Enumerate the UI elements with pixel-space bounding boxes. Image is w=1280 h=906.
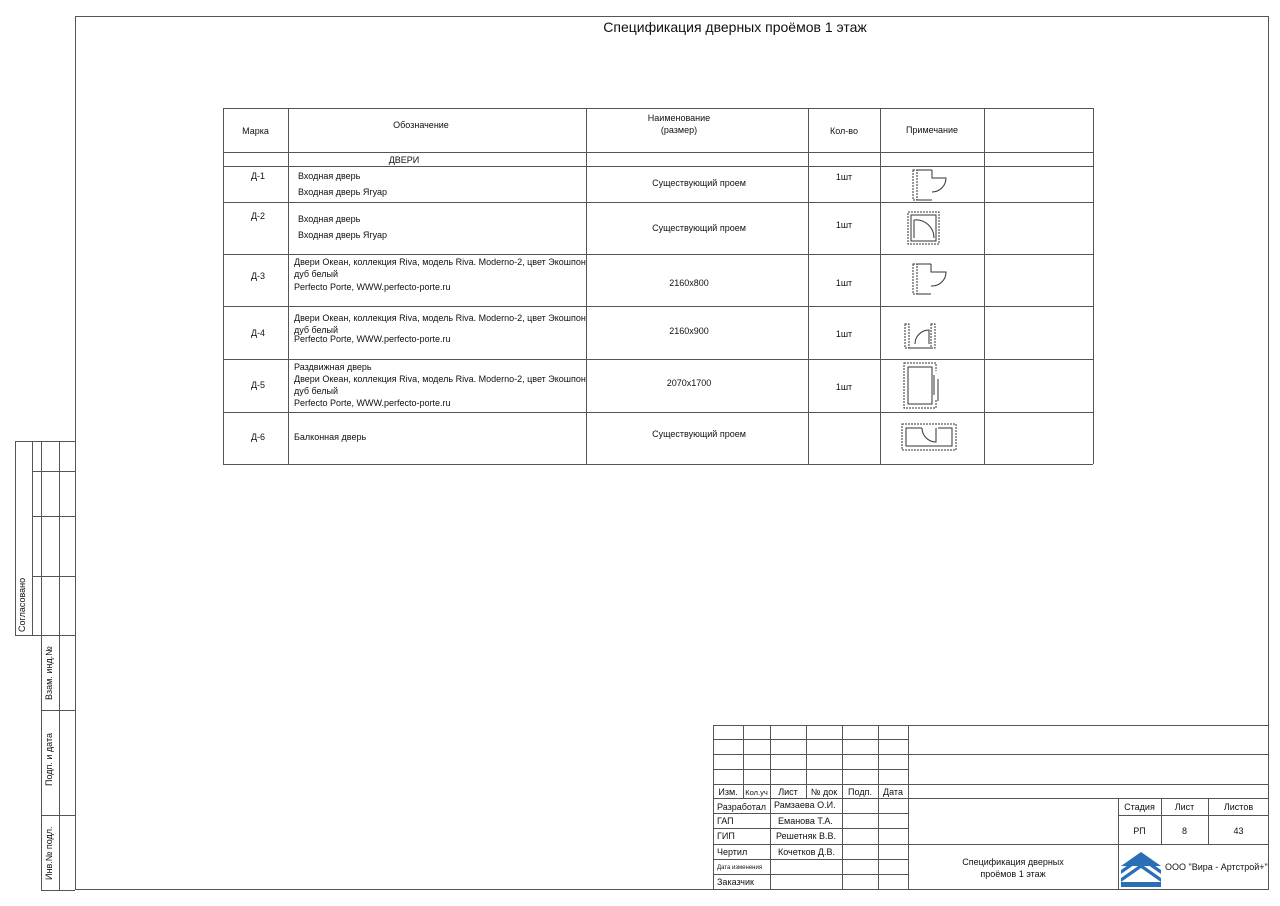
row-mark: Д-3 (250, 271, 266, 281)
row-designation: дуб белый (294, 386, 339, 396)
row-qty: 1шт (835, 172, 853, 182)
row-name: 2160x900 (669, 326, 709, 336)
col-ndok: № док (810, 787, 838, 797)
row-mark: Д-2 (250, 211, 266, 221)
row-designation: Входная дверь Ягуар (298, 230, 388, 240)
row-designation: Двери Океан, коллекция Riva, модель Riva. Moderno-2, цвет Экошпон (294, 313, 586, 323)
row-designation: Perfecto Porte, WWW.perfecto-porte.ru (294, 398, 451, 408)
header-note: Примечание (905, 125, 959, 135)
row-qty: 1шт (835, 278, 853, 288)
doc-title-line2: проёмов 1 этаж (980, 869, 1046, 879)
col-list: Лист (778, 787, 798, 797)
role-label: Разработал (717, 802, 766, 812)
col-data: Дата (883, 787, 903, 797)
row-name: Существующий проем (652, 429, 746, 439)
role-label: Чертил (717, 847, 748, 857)
stage-value: РП (1133, 826, 1146, 836)
inv-label: Инв.№ подл. (44, 826, 54, 880)
role-label: ГИП (717, 831, 735, 841)
header-mark: Марка (242, 126, 269, 136)
door-plan-d4-icon (903, 320, 939, 352)
row-designation: Раздвижная дверь (294, 362, 372, 372)
door-plan-d2-icon (906, 210, 942, 246)
row-designation: дуб белый (294, 269, 339, 279)
header-designation: Обозначение (393, 120, 449, 130)
role-label: Дата изменения (717, 865, 763, 871)
row-designation: Входная дверь Ягуар (298, 187, 388, 197)
row-designation: Входная дверь (298, 214, 361, 224)
drawing-frame (75, 16, 1269, 890)
row-designation: Балконная дверь (294, 432, 367, 442)
row-designation: Perfecto Porte, WWW.perfecto-porte.ru (294, 282, 451, 292)
col-izm: Изм. (718, 787, 738, 797)
row-designation: Входная дверь (298, 171, 361, 181)
row-designation: дуб белый (294, 325, 339, 335)
company-name: ООО "Вира - Артстрой+" (1165, 862, 1268, 872)
section-doors: ДВЕРИ (388, 155, 420, 165)
row-mark: Д-6 (250, 432, 266, 442)
doc-title-line1: Спецификация дверных (962, 857, 1064, 867)
row-name: Существующий проем (652, 223, 746, 233)
page-title: Спецификация дверных проёмов 1 этаж (603, 19, 867, 35)
role-label: Заказчик (717, 877, 754, 887)
header-name-size: (размер) (660, 125, 698, 135)
row-name: 2070x1700 (666, 378, 712, 388)
door-plan-d5-icon (902, 361, 942, 411)
col-kol: Кол.уч (745, 788, 768, 797)
row-designation: Perfecto Porte, WWW.perfecto-porte.ru (294, 334, 451, 344)
role-person: Кочетков Д.В. (778, 847, 835, 857)
row-qty: 1шт (835, 382, 853, 392)
row-qty: 1шт (835, 220, 853, 230)
sheet-value: 8 (1181, 826, 1187, 836)
row-name: Существующий проем (652, 178, 746, 188)
role-person: Еманова Т.А. (778, 816, 833, 826)
role-person: Решетняк В.В. (776, 831, 836, 841)
row-mark: Д-5 (250, 380, 266, 390)
door-plan-d3-icon (910, 262, 950, 296)
sheet-label: Лист (1174, 802, 1195, 812)
sheets-value: 43 (1233, 826, 1244, 836)
door-plan-d1-icon (912, 168, 952, 202)
row-mark: Д-4 (250, 328, 266, 338)
header-name: Наименование (647, 113, 711, 123)
company-logo-icon (1120, 846, 1162, 888)
row-mark: Д-1 (250, 171, 266, 181)
sheets-label: Листов (1223, 802, 1254, 812)
vzam-label: Взам. инд.№ (44, 646, 54, 700)
podp-label: Подп. и дата (44, 732, 54, 786)
role-person: Рамзаева О.И. (774, 800, 836, 810)
col-podp: Подп. (848, 787, 872, 797)
door-plan-d6-icon (900, 420, 958, 454)
row-designation: Двери Океан, коллекция Riva, модель Riva. Moderno-2, цвет Экошпон (294, 257, 586, 267)
agreed-label: Согласовано (17, 577, 27, 632)
role-label: ГАП (717, 816, 734, 826)
row-name: 2160x800 (669, 278, 709, 288)
row-qty: 1шт (835, 329, 853, 339)
header-qty: Кол-во (830, 126, 858, 136)
row-designation: Двери Океан, коллекция Riva, модель Riva. Moderno-2, цвет Экошпон (294, 374, 586, 384)
stage-label: Стадия (1124, 802, 1155, 812)
